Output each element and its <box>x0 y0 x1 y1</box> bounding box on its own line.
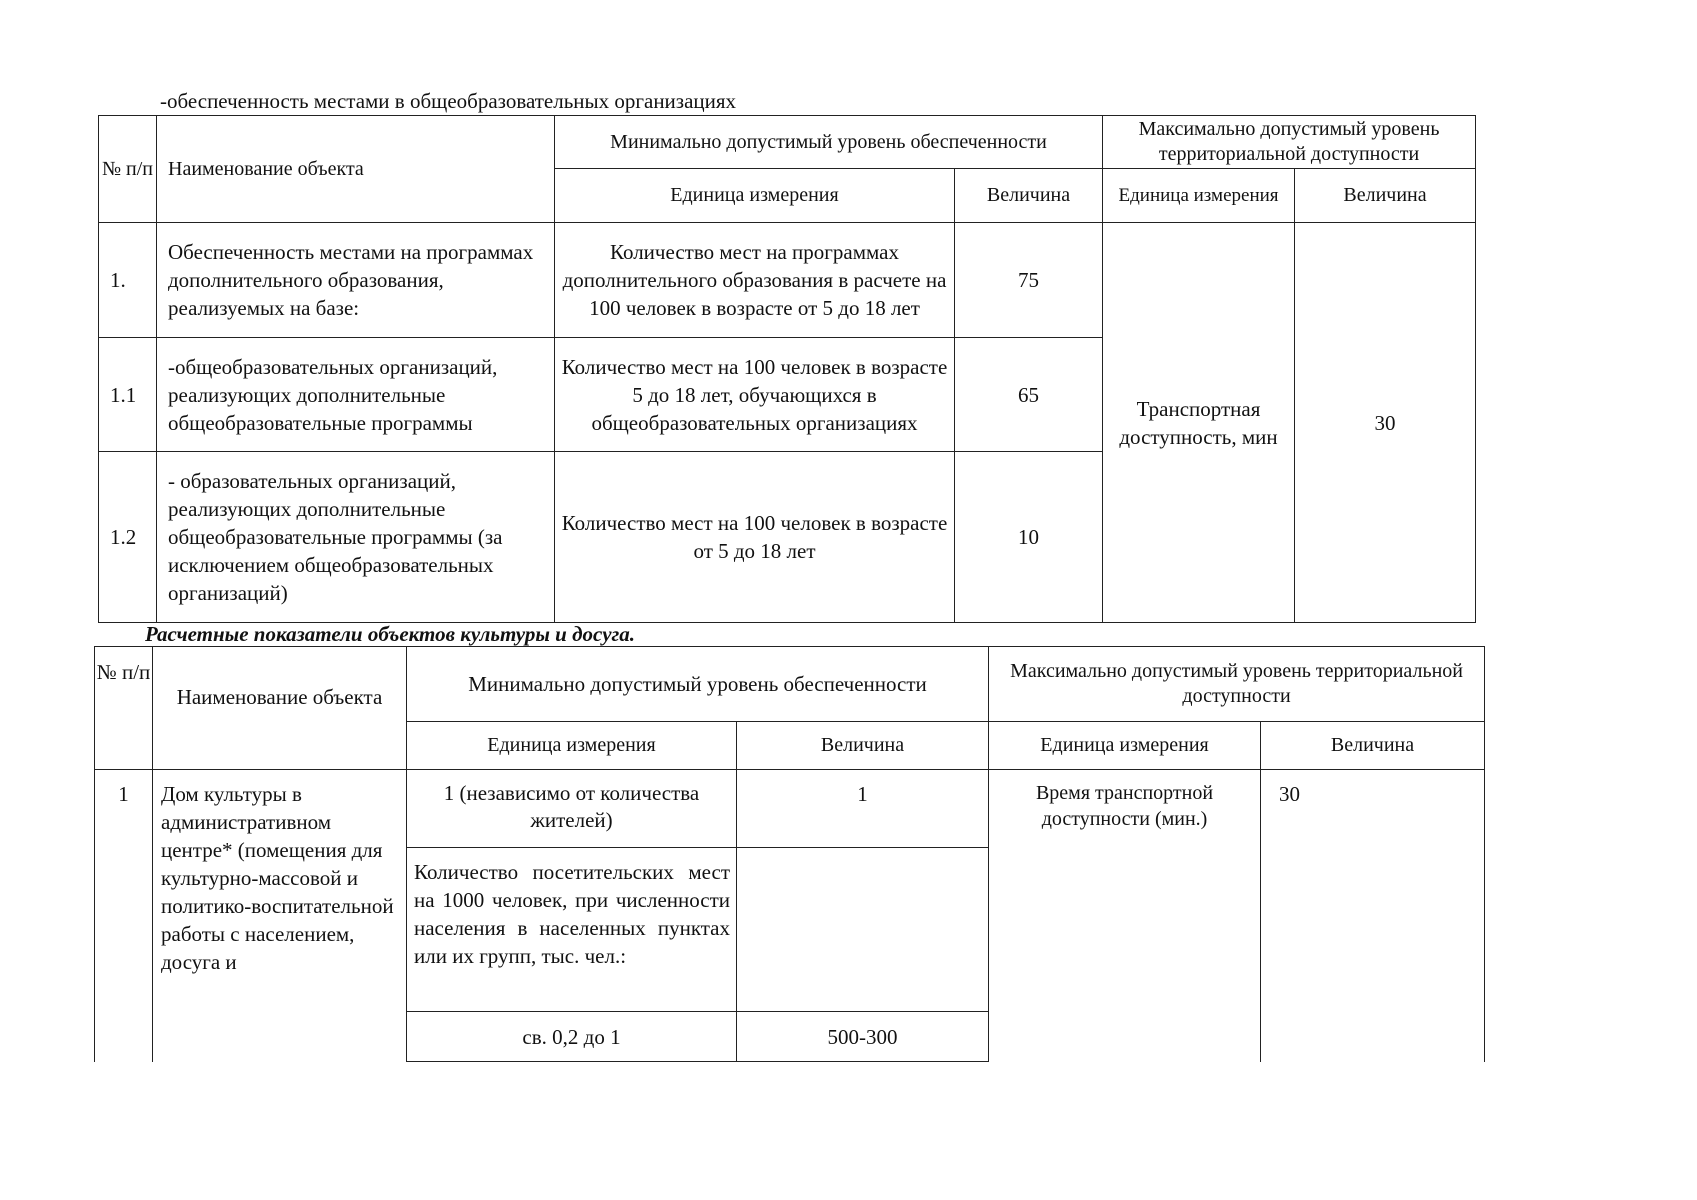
header-max-level: Максимально допустимый уровень территориальной доступности <box>1103 116 1476 169</box>
row-value: 75 <box>955 223 1103 338</box>
access-unit: Транспортная доступность, мин <box>1103 223 1295 623</box>
row-unit: Количество мест на программах дополнительного образования в расчете на 100 человек в возрасте от 5 до 18 лет <box>555 223 955 338</box>
header-num: № п/п <box>99 116 157 223</box>
row-unit-a: 1 (независимо от количества жителей) <box>407 770 737 848</box>
row-name: -общеобразовательных организаций, реализующих дополнительные общеобразовательные программы <box>157 338 555 452</box>
row-value-a: 1 <box>737 770 989 848</box>
section1-caption: -обеспеченность местами в общеобразовательных организациях <box>160 89 737 113</box>
access-unit: Время транспортной доступности (мин.) <box>989 770 1261 1062</box>
table-row <box>95 770 1485 848</box>
row-name: - образовательных организаций, реализующих дополнительные общеобразовательные программы (за исключением общеобразовательных организаций) <box>157 452 555 623</box>
row-unit-b: Количество посетительских мест на 1000 человек, при численности населения в населенных пунктах или их групп, тыс. чел.: <box>407 848 737 1012</box>
row-unit: Количество мест на 100 человек в возрасте от 5 до 18 лет <box>555 452 955 623</box>
row-num: 1.1 <box>99 338 157 452</box>
header-unit-access: Единица измерения <box>989 722 1261 770</box>
header-min-level: Минимально допустимый уровень обеспеченности <box>555 116 1103 169</box>
header-max-level: Максимально допустимый уровень территориальной доступности <box>989 647 1485 722</box>
header-name: Наименование объекта <box>157 116 555 223</box>
row-num: 1.2 <box>99 452 157 623</box>
header-value-access: Величина <box>1295 169 1476 223</box>
header-value-access: Величина <box>1261 722 1485 770</box>
header-num: № п/п <box>95 647 153 770</box>
header-value: Величина <box>955 169 1103 223</box>
row-value-c: 500-300 <box>737 1012 989 1062</box>
access-value: 30 <box>1295 223 1476 623</box>
culture-table <box>94 646 1485 1062</box>
provision-table <box>98 115 1476 623</box>
section2-caption: Расчетные показатели объектов культуры и досуга. <box>145 622 636 646</box>
header-unit: Единица измерения <box>555 169 955 223</box>
access-value: 30 <box>1261 770 1485 1062</box>
row-value-b <box>737 848 989 1012</box>
header-unit-access: Единица измерения <box>1103 169 1295 223</box>
row-name: Дом культуры в административном центре* (помещения для культурно-массовой и политико-воспитательной работы с населением, досуга и <box>153 770 407 1062</box>
header-unit: Единица измерения <box>407 722 737 770</box>
header-min-level: Минимально допустимый уровень обеспеченности <box>407 647 989 722</box>
row-num: 1. <box>99 223 157 338</box>
row-name: Обеспеченность местами на программах дополнительного образования, реализуемых на базе: <box>157 223 555 338</box>
row-value: 10 <box>955 452 1103 623</box>
row-value: 65 <box>955 338 1103 452</box>
row-unit: Количество мест на 100 человек в возрасте 5 до 18 лет, обучающихся в общеобразовательных организациях <box>555 338 955 452</box>
row-num: 1 <box>95 770 153 1062</box>
row-unit-c: св. 0,2 до 1 <box>407 1012 737 1062</box>
header-value: Величина <box>737 722 989 770</box>
table-row <box>99 223 1476 338</box>
header-name: Наименование объекта <box>153 647 407 770</box>
